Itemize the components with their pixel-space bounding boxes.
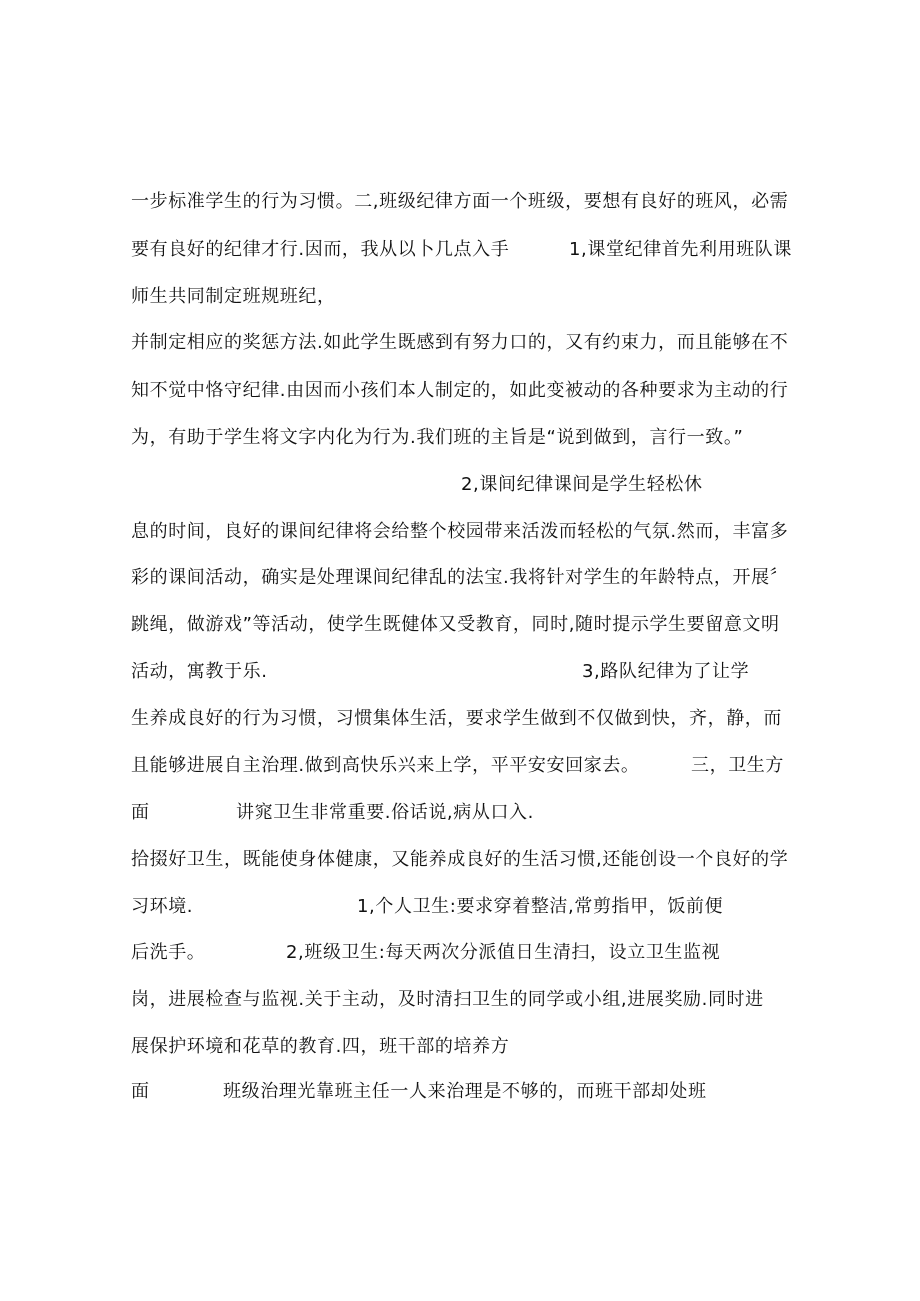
text-line: 岗，进展检查与监视.关于主动，及时清扫卫生的同学或小组,进展奖励.同时进: [131, 989, 764, 1010]
text-segment: 习环境.: [131, 896, 194, 917]
text-line: 彩的课间活动，确实是处理课间纪律乱的法宝.我将针对学生的年龄特点，开展〞: [131, 567, 789, 588]
text-segment: 2,班级卫生:每天两次分派值日生清扫，设立卫生监视: [286, 942, 721, 963]
text-line: 跳绳，做游戏”等活动，使学生既健体又受教育，同时,随时提示学生要留意文明: [131, 614, 780, 635]
text-segment: 班级治理光靠班主任一人来治理是不够的，而班干部却处班: [223, 1081, 707, 1102]
text-line: 师生共同制定班规班纪，: [131, 286, 336, 307]
text-segment: 要有良好的纪律才行.因而，我从以卜几点入手: [131, 239, 510, 260]
text-line: 拾掇好卫生，既能使身体健康，又能养成良好的生活习惯,还能创设一个良好的学: [131, 849, 789, 870]
text-segment: 讲窕卫生非常重要.俗话说,病从口入.: [236, 802, 534, 823]
text-line: 并制定相应的奖惩方法.如此学生既感到有努力口的，又有约束力，而且能够在不: [131, 332, 789, 353]
text-segment: 面: [131, 1081, 150, 1102]
text-segment: 3,路队纪律为了让学: [582, 661, 750, 682]
text-segment: 活动，寓教于乐.: [131, 661, 268, 682]
text-line: 知不觉中恪守纪律.由因而小孩们本人制定的，如此变被动的各种要求为主动的行: [131, 380, 789, 401]
text-line: 展保护环境和花草的教育.四，班干部的培养方: [131, 1036, 510, 1057]
text-segment: 1,课堂纪律首先利用班队课: [569, 239, 792, 260]
text-segment: 三，卫生方: [691, 755, 784, 776]
text-line: 为，有助于学生将文字内化为行为.我们班的主旨是“说到做到，言行一致。”: [131, 427, 744, 448]
text-line: 息的时间，良好的课间纪律将会给整个校园带来活泼而轻松的气氛.然而，丰富多: [131, 521, 789, 542]
text-line: 生养成良好的行为习惯，习惯集体生活，要求学生做到不仅做到快，齐，静，而: [131, 708, 782, 729]
text-segment: 面: [131, 802, 150, 823]
text-line: 一步标准学生的行为习惯。二,班级纪律方面一个班级，要想有良好的班风，必需: [131, 191, 789, 212]
text-segment: 且能够进展自主治理.做到高快乐兴来上学，平平安安回家去。: [131, 755, 640, 776]
text-segment: 1,个人卫生:要求穿着整洁,常剪指甲，饭前便: [357, 896, 724, 917]
text-segment: 后洗手。: [131, 942, 206, 963]
text-line: 2,课间纪律课间是学生轻松休: [461, 474, 703, 495]
